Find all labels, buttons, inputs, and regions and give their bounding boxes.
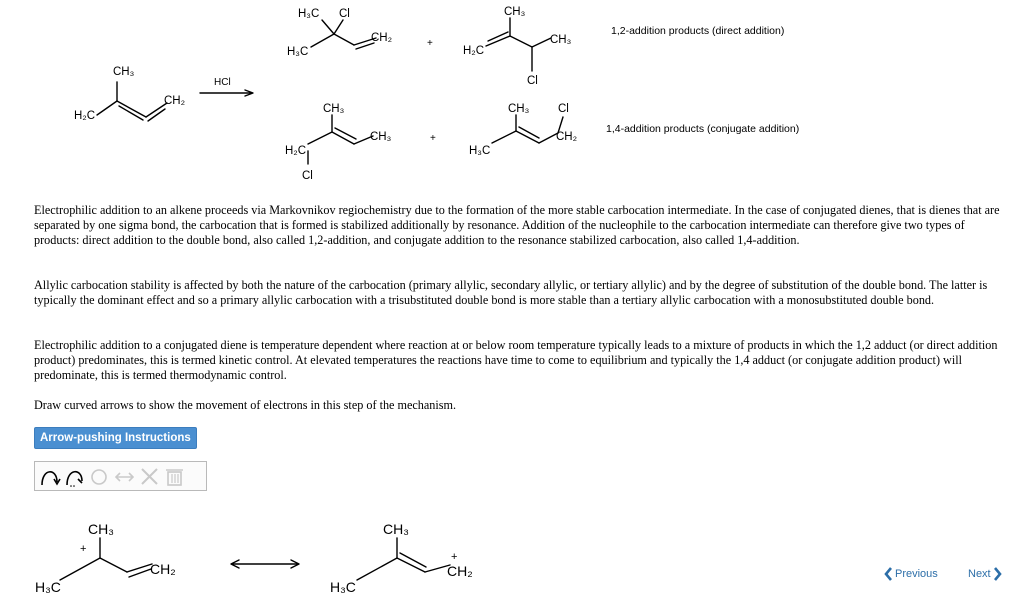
next-button[interactable] [968,565,1002,583]
next-label: Next [968,568,991,580]
atom-h2c: H₂C [285,145,307,157]
delete-x-icon[interactable] [137,464,162,489]
atom-ch3: CH₃ [504,6,526,18]
atom-h2c: H₂C [74,110,96,122]
atom-ch2: CH₂ [556,131,578,143]
resonance-structures [0,500,1035,599]
arrow-drawing-toolbar [34,461,207,491]
paragraph-electrophilic-addition: Electrophilic addition to an alkene proceeds via Markovnikov regiochemistry due to the formation of the more stable carbocation intermediate. In the case of conjugated dienes, that is dienes that are separated by one sigma bond, the carbocation that is formed is stabilized additionally by resonance. Addition of the nucleophile to the carbocation intermediate can therefore give two types of products: direct addition to the double bond, also called 1,2-addition, and conjugate addition to the resonance stabilized carbocation, also called 1,4-addition. [34,203,1000,248]
reagent-label: HCl [214,77,231,88]
atom-ch3: CH₃ [383,521,409,537]
ring-tool-icon[interactable] [87,464,112,489]
label-12-addition: 1,2-addition products (direct addition) [611,25,785,37]
plus-sign: + [430,133,436,144]
atom-ch3: CH₃ [113,66,135,78]
previous-label: Previous [895,568,938,580]
label-14-addition: 1,4-addition products (conjugate addition) [606,123,800,135]
atom-cl: Cl [302,170,313,182]
half-curved-arrow-tool-icon[interactable] [62,464,87,489]
atom-h3c: H₃C [298,8,320,20]
positive-charge: + [80,543,87,555]
atom-cl: Cl [558,103,569,115]
arrow-pushing-instructions-button[interactable]: Arrow-pushing Instructions [34,427,197,449]
resonance-arrow-tool-icon[interactable] [112,464,137,489]
reaction-scheme [0,0,1035,200]
atom-h3c: H₃C [469,145,491,157]
atom-h3c: H₃C [287,46,309,58]
atom-cl: Cl [527,75,538,87]
atom-ch2: CH₂ [371,32,393,44]
atom-ch2: CH₂ [150,561,176,577]
plus-sign: + [427,38,433,49]
curved-arrow-tool-icon[interactable] [37,464,62,489]
paragraph-allylic-stability: Allylic carbocation stability is affected by both the nature of the carbocation (primary allylic, secondary allylic, or tertiary allylic) and by the degree of substitution of the double bond. The latter is typically the dominant effect and so a primary allylic carbocation with a trisubstituted double bond is more stable than a tertiary allylic carbocation with a monosubstituted double bond. [34,278,988,308]
atom-cl: Cl [339,8,350,20]
atom-ch3: CH₃ [88,521,114,537]
positive-charge: + [451,551,458,563]
paragraph-instruction: Draw curved arrows to show the movement of electrons in this step of the mechanism. [34,398,457,412]
atom-ch3: CH₃ [370,131,392,143]
trash-icon[interactable] [162,464,187,489]
atom-ch3: CH₃ [508,103,530,115]
atom-ch2: CH₂ [447,563,473,579]
atom-h3c: H₃C [330,579,356,595]
paragraph-temperature-control: Electrophilic addition to a conjugated diene is temperature dependent where reaction at or below room temperature typically leads to a mixture of products in which the 1,2 adduct (or direct addition product) predominates, this is termed kinetic control. At elevated temperatures the reactions have time to come to equilibrium and typically the 1,4 adduct (or conjugate addition product) will predominate, this is termed thermodynamic control. [34,338,998,383]
atom-ch2: CH₂ [164,95,186,107]
atom-ch3: CH₃ [323,103,345,115]
atom-ch3: CH₃ [550,34,572,46]
atom-h3c: H₃C [35,579,61,595]
chevron-left-icon [884,567,892,581]
previous-button[interactable] [884,565,938,583]
atom-h2c: H₂C [463,45,485,57]
chevron-right-icon [994,567,1002,581]
